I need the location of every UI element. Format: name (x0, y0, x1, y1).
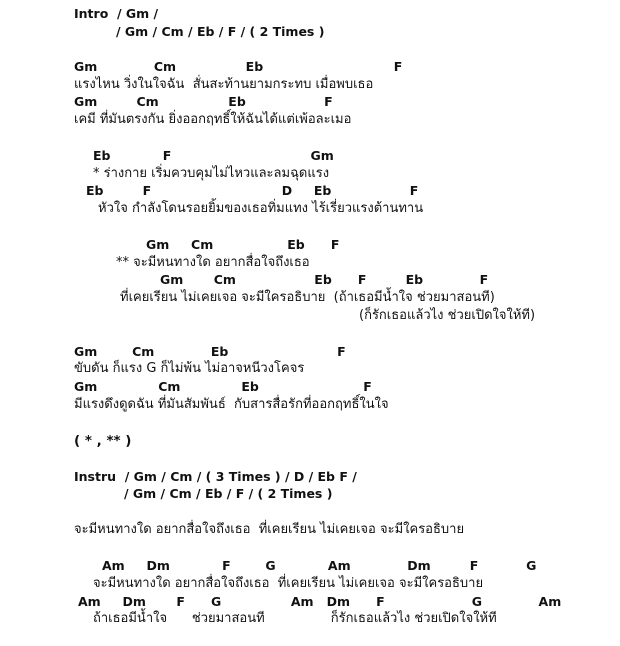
prechorus-chords-2: Eb F D Eb F (86, 183, 419, 198)
instrumental-line: Instru / Gm / Cm / ( 3 Times ) / D / Eb F / (74, 469, 357, 484)
repeat-marker: ( * , ** ) (74, 433, 132, 449)
intro-progression: / Gm / Cm / Eb / F / ( 2 Times ) (116, 24, 325, 39)
prechorus-lyric-2: หัวใจ กำลังโดนรอยยิ้มของเธอทิ่มแทง ไร้เรี่ยวแรงต้านทาน (98, 201, 424, 216)
prechorus-chords-1: Eb F Gm (93, 148, 334, 163)
verse2-chords-1: Gm Cm Eb F (74, 344, 346, 359)
outro-lyric-1: จะมีหนทางใด อยากสื่อใจถึงเธอ ที่เคยเรียน ไม่เคยเจอ จะมีใครอธิบาย (74, 522, 465, 537)
outro-lyric-2: จะมีหนทางใด อยากสื่อใจถึงเธอ ที่เคยเรียน ไม่เคยเจอ จะมีใครอธิบาย (93, 576, 484, 591)
verse2-lyric-2: มีแรงดึงดูดฉัน ที่มันสัมพันธ์ กับสารสื่อรักที่ออกฤทธิ์ในใจ (74, 397, 389, 412)
chorus-lyric-1: ** จะมีหนทางใด อยากสื่อใจถึงเธอ (116, 255, 310, 270)
verse2-lyric-1: ขับดัน ก็แรง G ก็ไม่พ้น ไม่อาจหนีวงโคจร (74, 361, 305, 376)
outro-chords-2: Am Dm F G Am Dm F G Am (78, 594, 562, 609)
intro-line: Intro / Gm / (74, 6, 159, 21)
verse1-chords-2: Gm Cm Eb F (74, 94, 333, 109)
verse2-chords-2: Gm Cm Eb F (74, 379, 372, 394)
verse1-lyric-1: แรงไหน วิ่งในใจฉัน สั่นสะท้านยามกระทบ เมื่อพบเธอ (74, 77, 374, 92)
outro-chords-1: Am Dm F G Am Dm F G (102, 558, 537, 573)
chorus-chords-2: Gm Cm Eb F Eb F (160, 272, 489, 287)
outro-lyric-3: ถ้าเธอมีน้ำใจ ช่วยมาสอนที ก็รักเธอแล้วไง ช่วยเปิดใจให้ที (93, 611, 497, 626)
verse1-chords-1: Gm Cm Eb F (74, 59, 403, 74)
verse1-lyric-2: เคมี ที่มันตรงกัน ยิ่งออกฤทธิ์ให้ฉันได้แต่เพ้อละเมอ (74, 112, 352, 127)
instrumental-progression: / Gm / Cm / Eb / F / ( 2 Times ) (124, 486, 333, 501)
chorus-lyric-2: ที่เคยเรียน ไม่เคยเจอ จะมีใครอธิบาย (ถ้าเธอมีน้ำใจ ช่วยมาสอนที) (120, 290, 495, 305)
prechorus-lyric-1: * ร่างกาย เริ่มควบคุมไม่ไหวและลมฉุดแรง (93, 166, 330, 181)
chorus-chords-1: Gm Cm Eb F (146, 237, 340, 252)
chorus-lyric-3: (ก็รักเธอแล้วไง ช่วยเปิดใจให้ที) (359, 308, 536, 323)
